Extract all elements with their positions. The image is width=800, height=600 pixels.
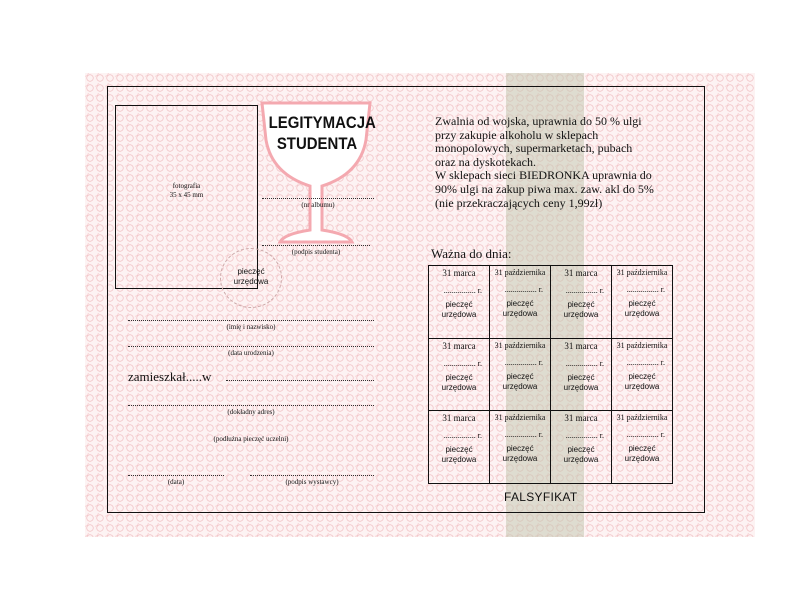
- birthdate-line: [128, 346, 374, 347]
- validity-grid: [428, 265, 673, 484]
- validity-stamp-line2: urzędowa: [563, 310, 599, 319]
- validity-month: 31 marca: [564, 340, 598, 351]
- validity-month: 31 marca: [442, 413, 476, 424]
- university-stamp-label: (podłużna pieczęć uczelni): [213, 435, 289, 443]
- residence-line: [226, 380, 374, 381]
- card-title-line1: LEGITYMACJA: [268, 113, 376, 132]
- validity-stamp-line2: urzędowa: [502, 381, 538, 391]
- validity-stamp-line1: pieczęć: [567, 372, 595, 382]
- info-line: oraz na dyskotekach.: [435, 154, 536, 169]
- validity-month: 31 marca: [564, 413, 598, 424]
- date-label: (data): [167, 478, 185, 486]
- validity-date-dots: ................ r.: [565, 286, 604, 295]
- validity-month: 31 marca: [442, 340, 476, 351]
- validity-month: 31 października: [494, 268, 546, 277]
- validity-stamp-line2: urzędowa: [624, 454, 660, 464]
- validity-cell: [490, 266, 551, 339]
- validity-stamp-line1: pieczęć: [628, 371, 656, 381]
- validity-cell: [612, 411, 673, 484]
- validity-stamp-line1: pieczęć: [445, 300, 473, 309]
- validity-stamp-line1: pieczęć: [628, 444, 656, 454]
- validity-cell: [551, 338, 612, 411]
- stamp-line1: pieczęć: [237, 267, 265, 276]
- info-line: W sklepach sieci BIEDRONKA uprawnia do: [435, 168, 652, 183]
- birthdate-label: (data urodzenia): [228, 349, 274, 357]
- photo-caption-line2: 35 x 45 mm: [169, 191, 204, 199]
- issuer-signature-label: (podpis wystawcy): [285, 478, 339, 486]
- validity-cell: [429, 411, 490, 484]
- official-stamp: [220, 248, 282, 308]
- validity-month: 31 października: [494, 340, 546, 350]
- info-line: monopolowych, supermarketach, pubach: [435, 141, 633, 156]
- date-line: [128, 475, 224, 476]
- validity-stamp-line2: urzędowa: [624, 381, 660, 391]
- info-line: 90% ulgi na zakup piwa max. zaw. akl do 5%: [435, 181, 654, 196]
- validity-date-dots: ................ r.: [504, 357, 543, 367]
- validity-date-dots: ................ r.: [443, 431, 482, 441]
- validity-month: 31 marca: [442, 268, 476, 278]
- photo-caption: [116, 182, 257, 200]
- validity-stamp-line2: urzędowa: [441, 455, 477, 465]
- stamp-line2: urzędowa: [233, 277, 269, 286]
- validity-date-dots: ................ r.: [504, 285, 543, 294]
- validity-stamp-line2: urzędowa: [502, 309, 538, 318]
- album-line: [262, 198, 374, 199]
- validity-cell: [612, 338, 673, 411]
- card-title: [268, 112, 376, 154]
- validity-date-dots: ................ r.: [626, 285, 665, 294]
- validity-cell: [490, 338, 551, 411]
- validity-cell: [429, 266, 490, 339]
- name-line: [128, 320, 374, 321]
- info-line: Zwalnia od wojska, uprawnia do 50 % ulgi: [435, 114, 642, 128]
- validity-stamp-line2: urzędowa: [441, 310, 477, 319]
- validity-date-dots: ................ r.: [443, 286, 482, 295]
- student-signature-label: (podpis studenta): [291, 248, 341, 256]
- validity-date-dots: ................ r.: [504, 430, 543, 440]
- validity-stamp-line1: pieczęć: [567, 445, 595, 455]
- info-line: przy zakupie alkoholu w sklepach: [435, 127, 599, 142]
- card-title-line2: STUDENTA: [276, 134, 358, 153]
- validity-stamp-line1: pieczęć: [506, 299, 534, 308]
- validity-stamp-line1: pieczęć: [506, 444, 534, 454]
- validity-stamp-line1: pieczęć: [445, 445, 473, 455]
- validity-cell: [490, 411, 551, 484]
- validity-date-dots: ................ r.: [626, 430, 665, 440]
- falsyfikat-mark: FALSYFIKAT: [504, 490, 578, 504]
- validity-stamp-line1: pieczęć: [506, 371, 534, 381]
- validity-row: [429, 411, 673, 484]
- validity-month: 31 października: [616, 340, 668, 350]
- privileges-text: [435, 115, 685, 210]
- validity-stamp-line1: pieczęć: [628, 299, 656, 308]
- validity-row: [429, 338, 673, 411]
- validity-month: 31 marca: [564, 268, 598, 278]
- validity-stamp-line2: urzędowa: [441, 382, 477, 392]
- validity-cell: [551, 411, 612, 484]
- validity-month: 31 października: [494, 413, 546, 423]
- photo-caption-line1: fotografia: [172, 182, 201, 190]
- validity-stamp-line2: urzędowa: [624, 309, 660, 318]
- validity-stamp-line2: urzędowa: [502, 454, 538, 464]
- validity-label: Ważna do dnia:: [431, 246, 512, 261]
- validity-cell: [612, 266, 673, 339]
- residence-label: zamieszkał.....w: [128, 369, 212, 384]
- validity-stamp-line1: pieczęć: [567, 300, 595, 309]
- issuer-signature-line: [250, 475, 374, 476]
- info-line: (nie przekraczających ceny 1,99zł): [435, 195, 603, 210]
- validity-row: [429, 266, 673, 339]
- validity-date-dots: ................ r.: [626, 357, 665, 367]
- validity-date-dots: ................ r.: [565, 358, 604, 368]
- name-label: (imię i nazwisko): [226, 323, 276, 331]
- validity-stamp-line2: urzędowa: [563, 455, 599, 465]
- validity-month: 31 października: [616, 413, 668, 423]
- address-line: [128, 405, 374, 406]
- validity-month: 31 października: [616, 268, 668, 277]
- validity-cell: [551, 266, 612, 339]
- validity-cell: [429, 338, 490, 411]
- album-label: (nr albumu): [301, 201, 335, 209]
- validity-date-dots: ................ r.: [565, 431, 604, 441]
- validity-date-dots: ................ r.: [443, 358, 482, 368]
- validity-stamp-line1: pieczęć: [445, 372, 473, 382]
- student-signature-line: [262, 245, 370, 246]
- address-label: (dokładny adres): [227, 408, 275, 416]
- validity-stamp-line2: urzędowa: [563, 382, 599, 392]
